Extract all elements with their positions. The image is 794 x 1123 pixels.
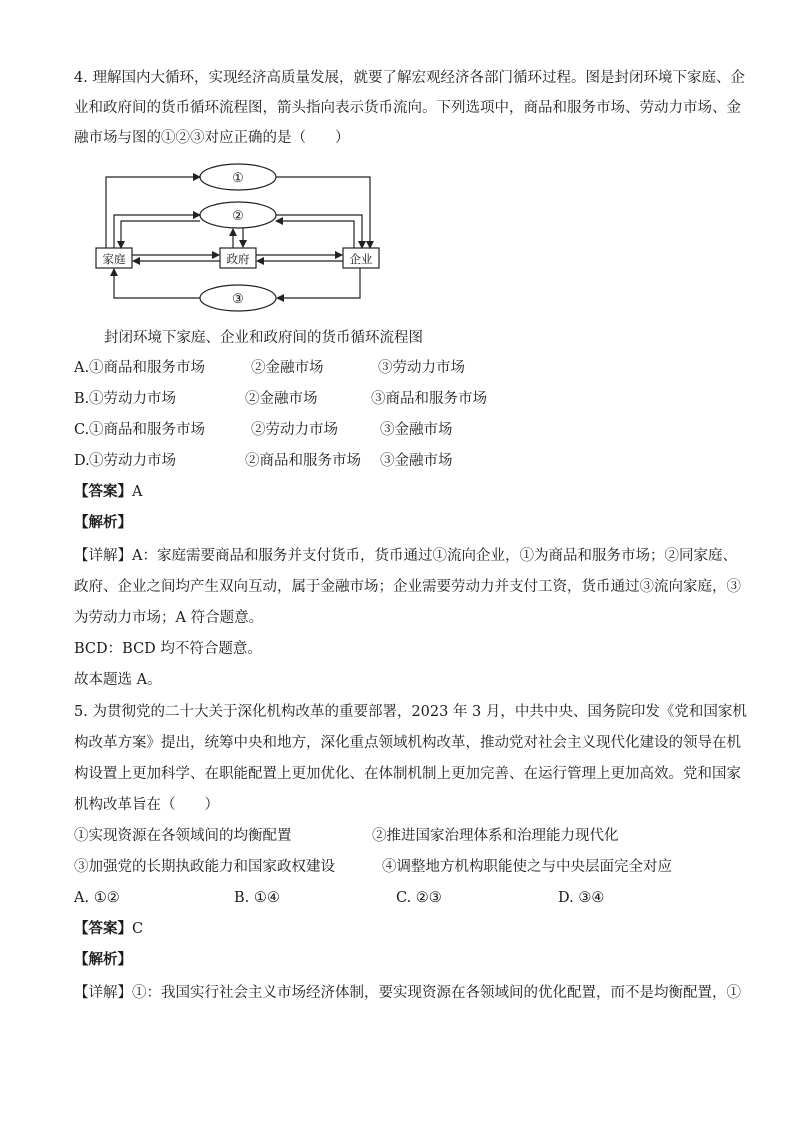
option-item: ①劳动力市场	[89, 391, 176, 407]
q5-statement-2: ②推进国家治理体系和治理能力现代化	[372, 828, 619, 844]
q5-detail-line-1: 【详解】①：我国实行社会主义市场经济体制，要实现资源在各领域间的优化配置，而不是均衡配置，①	[74, 985, 741, 1001]
q4-detail-line-2: 政府、企业之间均产生双向互动，属于金融市场；企业需要劳动力并支付工资，货币通过③流向家庭，③	[74, 579, 741, 595]
answer-value: C	[132, 921, 144, 937]
q5-stem-line-3: 构设置上更加科学、在职能配置上更加优化、在体制机制上更加完善、在运行管理上更加高效。党和国家	[74, 766, 741, 782]
option-label: B.	[74, 391, 90, 407]
q5-option-b: B. ①④	[234, 890, 280, 906]
money-flow-diagram	[88, 160, 388, 322]
q5-stem-line-2: 构改革方案》提出，统筹中央和地方，深化重点领域机构改革，推动党对社会主义现代化建设的领导在机	[74, 735, 741, 751]
q4-stem-line-1: 4. 理解国内大循环，实现经济高质量发展，就要了解宏观经济各部门循环过程。图是封闭环境下家庭、企	[74, 70, 745, 86]
option-label: D.	[74, 453, 90, 469]
answer-tag: 【答案】	[74, 920, 132, 937]
flow-home-to-2	[114, 215, 200, 248]
q4-detail-line-1: 【详解】A：家庭需要商品和服务并支付货币，货币通过①流向企业，①为商品和服务市场；②同家庭、	[74, 548, 737, 564]
ellipse-1-label: ①	[232, 171, 244, 186]
flow-firm-to-3	[277, 268, 360, 298]
q5-statement-4: ④调整地方机构职能使之与中央层面完全对应	[382, 859, 672, 875]
q5-analysis-tag: 【解析】	[74, 951, 132, 968]
q5-statement-1: ①实现资源在各领域间的均衡配置	[74, 828, 292, 844]
q4-stem-line-2: 业和政府间的货币循环流程图，箭头指向表示货币流向。下列选项中，商品和服务市场、劳动力市场、金	[74, 100, 741, 116]
option-item: ②金融市场	[251, 360, 324, 376]
q4-stem-line-3: 融市场与图的①②③对应正确的是（ ）	[74, 130, 350, 146]
q4-answer	[74, 482, 142, 502]
option-item: ①商品和服务市场	[89, 422, 205, 438]
q5-answer	[74, 919, 143, 939]
box-home-label: 家庭	[102, 252, 126, 266]
q4-detail-line-3: 为劳动力市场；A 符合题意。	[74, 610, 264, 626]
option-item: ③劳动力市场	[378, 360, 465, 376]
q4-analysis-tag: 【解析】	[74, 514, 132, 531]
option-item: ②金融市场	[245, 391, 318, 407]
diagram-caption: 封闭环境下家庭、企业和政府间的货币循环流程图	[104, 330, 423, 346]
box-gov-label: 政府	[226, 252, 250, 266]
option-item: ②商品和服务市场	[245, 453, 361, 469]
option-item: ①劳动力市场	[89, 453, 176, 469]
flow-1-to-firm	[276, 177, 370, 248]
flow-home-to-1	[106, 177, 200, 248]
option-label: C.	[74, 422, 90, 438]
answer-value: A	[132, 484, 143, 500]
q5-stem-line-4: 机构改革旨在（ ）	[74, 797, 219, 813]
ellipse-2-label: ②	[232, 209, 244, 224]
q5-statement-3: ③加强党的长期执政能力和国家政权建设	[74, 859, 335, 875]
q4-detail-line-4: BCD：BCD 均不符合题意。	[74, 641, 262, 657]
option-item: ③金融市场	[380, 422, 453, 438]
flow-firm-to-2	[276, 221, 354, 248]
flow-3-to-home	[114, 269, 200, 298]
option-item: ③商品和服务市场	[371, 391, 487, 407]
option-item: ②劳动力市场	[251, 422, 338, 438]
option-item: ①商品和服务市场	[89, 360, 205, 376]
q5-option-c: C. ②③	[396, 890, 442, 906]
answer-tag: 【答案】	[74, 483, 132, 500]
flow-2-to-home	[121, 221, 200, 248]
ellipse-3-label: ③	[232, 292, 244, 307]
q5-option-a: A. ①②	[74, 890, 120, 906]
flow-2-to-firm	[276, 215, 362, 248]
box-firm-label: 企业	[349, 252, 373, 266]
q5-stem-line-1: 5. 为贯彻党的二十大关于深化机构改革的重要部署，2023 年 3 月，中共中央、国务院印发《党和国家机	[74, 704, 747, 720]
option-item: ③金融市场	[380, 453, 453, 469]
q4-detail-line-5: 故本题选 A。	[74, 672, 162, 688]
q5-option-d: D. ③④	[558, 890, 605, 906]
option-label: A.	[74, 360, 90, 376]
